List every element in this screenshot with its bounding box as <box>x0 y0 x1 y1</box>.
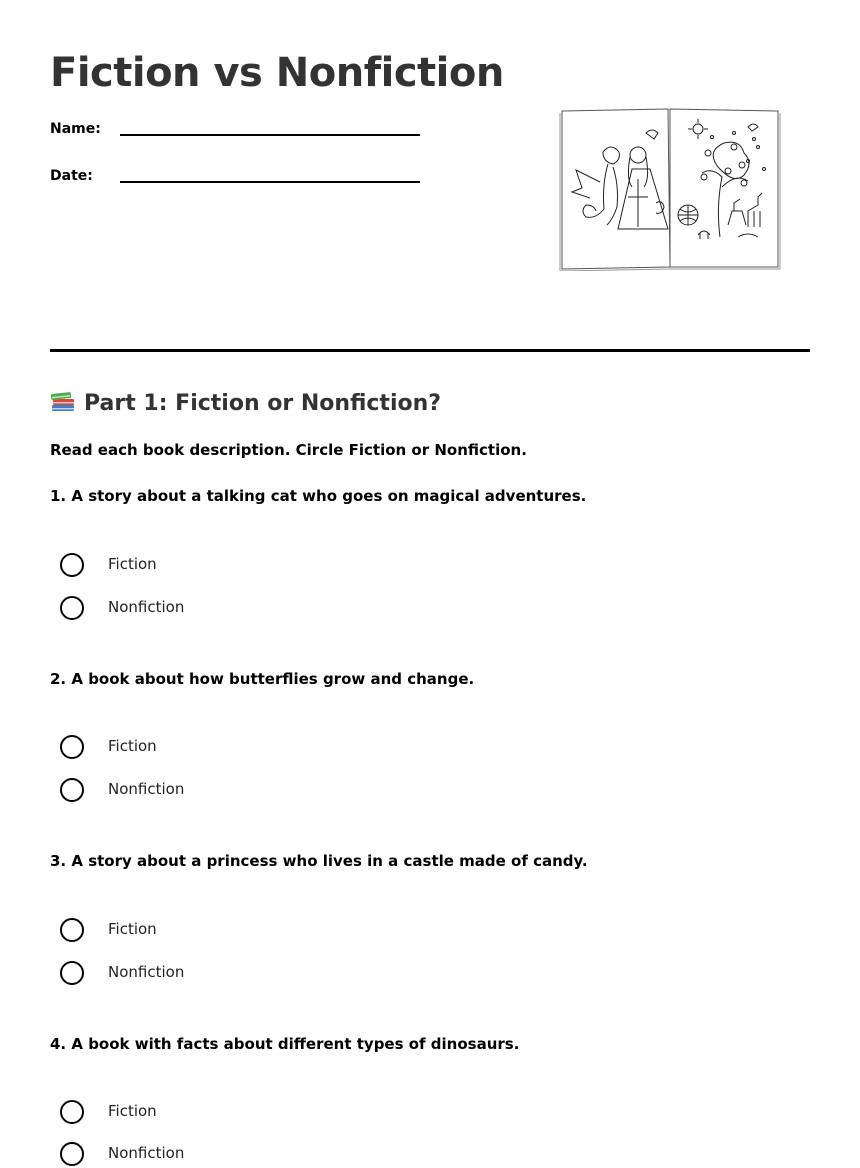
part1-heading <box>50 388 441 416</box>
option-label: Fiction <box>108 737 157 755</box>
option-label: Nonfiction <box>108 1144 185 1162</box>
option-label: Nonfiction <box>108 598 185 616</box>
part1-heading-text: Part 1: Fiction or Nonfiction? <box>84 391 442 416</box>
question-3-text: 3. A story about a princess who lives in a castle made of candy. <box>50 852 588 870</box>
books-icon <box>50 388 76 414</box>
name-blank-line[interactable] <box>120 134 420 136</box>
radio-circle[interactable] <box>60 918 84 942</box>
section-divider <box>50 349 810 352</box>
date-label: Date: <box>50 168 93 184</box>
option-label: Nonfiction <box>108 963 185 981</box>
radio-circle[interactable] <box>60 596 84 620</box>
instructions-text: Read each book description. Circle Fiction or Nonfiction. <box>50 441 527 459</box>
question-4-text: 4. A book with facts about different types of dinosaurs. <box>50 1035 520 1053</box>
question-2-text: 2. A book about how butterflies grow and change. <box>50 670 475 688</box>
option-label: Nonfiction <box>108 780 185 798</box>
radio-circle[interactable] <box>60 735 84 759</box>
open-book-illustration-icon <box>558 107 782 271</box>
option-label: Fiction <box>108 555 157 573</box>
radio-circle[interactable] <box>60 1100 84 1124</box>
date-blank-line[interactable] <box>120 181 420 183</box>
question-1-text: 1. A story about a talking cat who goes on magical adventures. <box>50 487 587 505</box>
name-label: Name: <box>50 121 101 137</box>
option-label: Fiction <box>108 920 157 938</box>
radio-circle[interactable] <box>60 961 84 985</box>
radio-circle[interactable] <box>60 778 84 802</box>
radio-circle[interactable] <box>60 553 84 577</box>
page-title: Fiction vs Nonfiction <box>50 50 504 96</box>
radio-circle[interactable] <box>60 1142 84 1166</box>
option-label: Fiction <box>108 1102 157 1120</box>
